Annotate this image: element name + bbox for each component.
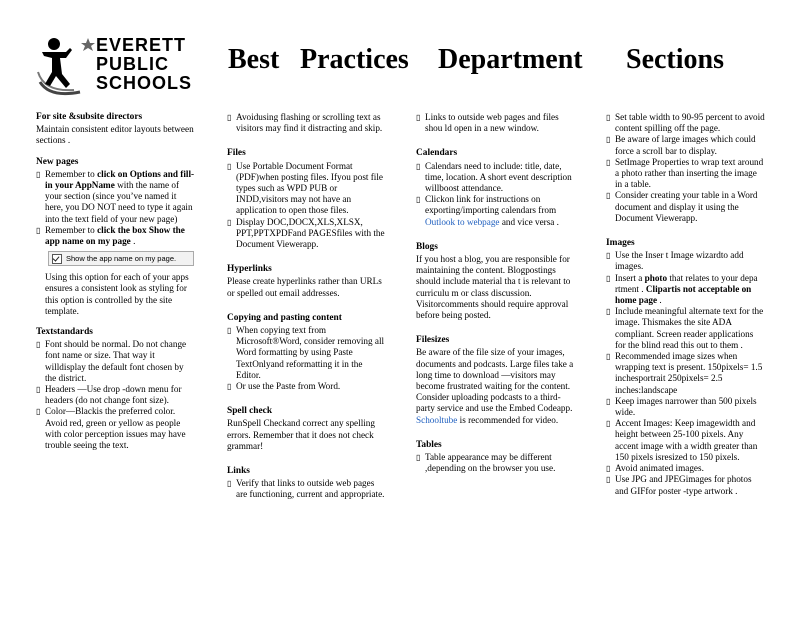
bullet-icon: ▯ <box>606 251 611 261</box>
item-text: Consider creating your table in a Word document and display it using the Document Viewerapp. <box>615 190 758 223</box>
title-word-2: Practices <box>300 44 409 75</box>
item-text: Links to outside web pages and files shou ld open in a new window. <box>425 112 559 134</box>
new-pages-heading: New pages <box>36 156 79 167</box>
title-word-3: Department <box>438 44 583 75</box>
spell-check-text: RunSpell Checkand correct any spelling errors. Remember that it does not check grammar! <box>227 418 375 451</box>
tables-list-cont <box>606 112 766 224</box>
list-item <box>606 306 766 351</box>
text-standards-list-cont <box>227 112 387 134</box>
schooltube-link[interactable]: Schooltube <box>416 414 458 425</box>
checkbox-label: Show the app name on my page. <box>66 254 177 264</box>
list-item <box>227 325 387 381</box>
item-text: Avoid animated images. <box>615 463 704 474</box>
list-item <box>606 463 766 474</box>
item-text: . <box>657 295 662 306</box>
bullet-icon: ▯ <box>36 407 41 417</box>
bullet-icon: ▯ <box>227 217 232 227</box>
paragraph-text: Be aware of the file size of your images, documents and podcasts. Large files take a long time to download —visitors may become frustrated waiting for the content. Consider uploading podcasts to a third-party service and use the Embed Codeapp. <box>416 347 574 414</box>
links-list <box>227 478 387 500</box>
bullet-icon: ▯ <box>606 475 611 485</box>
item-text: Set table width to 90-95 percent to avoid content spilling off the page. <box>615 112 765 134</box>
list-item <box>606 157 766 191</box>
bullet-icon: ▯ <box>606 396 611 406</box>
logo-line-1: EVERETT <box>96 35 187 55</box>
item-text: and vice versa . <box>499 216 559 227</box>
list-item <box>227 381 387 392</box>
bullet-icon: ▯ <box>416 161 421 171</box>
bullet-icon: ▯ <box>606 157 611 167</box>
list-item <box>36 225 196 247</box>
column-3 <box>416 112 576 484</box>
item-text: When copying text from Microsoft®Word, consider removing all Word formatting by using Paste TextOnlyand reformatting it in the Editor. <box>236 325 385 380</box>
page-title <box>228 44 768 84</box>
bullet-icon: ▯ <box>36 385 41 395</box>
bullet-icon: ▯ <box>227 113 232 122</box>
links-heading: Links <box>227 466 250 477</box>
list-item <box>606 134 766 156</box>
item-bold-text: Clipartis not acceptable on home page <box>615 283 752 306</box>
text-standards-heading: Textstandards <box>36 327 93 338</box>
list-item <box>227 112 387 134</box>
list-item <box>36 339 196 384</box>
spell-check-heading: Spell check <box>227 406 273 417</box>
images-heading: Images <box>606 238 635 249</box>
item-text: with the name of your section (since you’ve named it here, you DO NOT need to type it again into the text field of your new page) <box>45 180 193 224</box>
list-item <box>416 452 576 474</box>
bullet-icon: ▯ <box>227 161 232 171</box>
bullet-icon: ▯ <box>416 453 421 463</box>
item-text: . <box>130 236 136 247</box>
paragraph-text: is recommended for video. <box>457 414 559 425</box>
item-text: SetImage Properties to wrap text around a photo rather than inserting the image in a table. <box>615 156 764 190</box>
new-pages-list <box>36 169 196 247</box>
bullet-icon: ▯ <box>416 113 421 122</box>
item-text: Font should be normal. Do not change font name or size. That way it willdisplay the default font chosen by the district. <box>45 339 187 383</box>
item-text: Keep images narrower than 500 pixels wide. <box>615 395 757 418</box>
copying-list <box>227 325 387 392</box>
item-bold-text: photo <box>644 272 668 283</box>
bullet-icon: ▯ <box>227 382 232 392</box>
text-standards-list <box>36 339 196 451</box>
item-text: Insert a <box>615 272 645 283</box>
links-list-cont <box>416 112 576 134</box>
blogs-heading: Blogs <box>416 241 438 252</box>
files-list <box>227 161 387 251</box>
item-text: Use JPG and JPEGimages for photos and GIFfor poster -type artwork . <box>615 474 752 496</box>
list-item <box>416 194 576 228</box>
bullet-icon: ▯ <box>606 464 611 474</box>
list-item <box>606 396 766 418</box>
title-word-1: Best <box>228 44 280 75</box>
bullet-icon: ▯ <box>36 169 41 179</box>
list-item <box>606 418 766 463</box>
hyperlinks-heading: Hyperlinks <box>227 264 272 275</box>
item-text: Color—Blackis the preferred color. Avoid red, green or yellow as people with color perception issues may have trouble seeing the text. <box>45 406 186 451</box>
item-text: that relates to your depa rtment . <box>615 272 758 294</box>
bullet-icon: ▯ <box>606 273 611 283</box>
blogs-text: If you host a blog, you are responsible for maintaining the content. Blogpostings should include material tha t is relevant to curriculu m or class discussion. Visitorcomments should require approval before being posted. <box>416 254 571 321</box>
list-item <box>606 273 766 307</box>
app-name-explanation: Using this option for each of your apps ensures a consistent look as styling for this option is controlled by the site template. <box>45 272 189 316</box>
bullet-icon: ▯ <box>36 340 41 350</box>
list-item <box>606 351 766 396</box>
list-item <box>36 169 196 225</box>
list-item <box>416 112 576 134</box>
hyperlinks-text: Please create hyperlinks rather than URLs or spelled out email addresses. <box>227 276 382 298</box>
show-app-name-checkbox-sample <box>48 251 194 266</box>
list-item <box>227 478 387 500</box>
item-text: Accent Images: Keep imagewidth and height between 25-100 pixels. Any accent image with a width greater than 150 pixels isresized to 150 pixels. <box>615 418 758 462</box>
runner-logo-icon <box>36 34 96 100</box>
checkbox-icon <box>52 254 62 264</box>
item-text: Table appearance may be different ,depending on the browser you use. <box>425 452 556 474</box>
logo-line-2: PUBLIC <box>96 54 169 74</box>
item-text: Display DOC,DOCX,XLS,XLSX, PPT,PPTXPDFand PAGESfiles with the Document Viewerapp. <box>236 216 385 250</box>
bullet-icon: ▯ <box>227 326 232 336</box>
item-bold-text: click the box Show the app name on my page <box>45 224 185 247</box>
item-text: Verify that links to outside web pages are functioning, current and appropriate. <box>236 478 385 500</box>
item-text: Remember to <box>45 168 98 179</box>
bullet-icon: ▯ <box>227 479 232 489</box>
item-text: Recommended image sizes when wrapping text is present. 150pixels= 1.5 inchesportrait 250pixels= 2.5 inches:landscape <box>615 351 763 395</box>
list-item <box>36 384 196 406</box>
images-list <box>606 250 766 496</box>
item-text: Remember to <box>45 224 98 235</box>
column-4 <box>606 112 766 507</box>
bullet-icon: ▯ <box>416 195 421 205</box>
list-item <box>606 112 766 134</box>
file-sizes-heading: Filesizes <box>416 335 450 346</box>
list-item <box>227 161 387 217</box>
item-text: Include meaningful alternate text for the image. Thismakes the site ADA compliant. Screen reader applications for the blind read this out to them . <box>615 306 764 350</box>
tables-list <box>416 452 576 474</box>
bullet-icon: ▯ <box>606 113 611 122</box>
calendars-list <box>416 161 576 228</box>
bullet-icon: ▯ <box>606 419 611 429</box>
calendars-heading: Calendars <box>416 148 458 159</box>
list-item <box>606 474 766 496</box>
item-text: Headers —Use drop -down menu for headers (do not change font size). <box>45 384 182 406</box>
district-logo <box>36 34 196 100</box>
tables-heading: Tables <box>416 439 442 450</box>
item-text: Use the Inser t Image wizardto add images. <box>615 250 744 272</box>
files-heading: Files <box>227 148 246 159</box>
item-text: Avoidusing flashing or scrolling text as visitors may find it distracting and skip. <box>236 112 383 134</box>
bullet-icon: ▯ <box>606 352 611 362</box>
logo-wordmark <box>96 36 192 93</box>
intro-heading: For site &subsite directors <box>36 112 143 122</box>
item-text: Clickon link for instructions on exporting/importing calendars from <box>425 194 557 216</box>
column-2 <box>227 112 387 511</box>
title-word-4: Sections <box>626 44 724 75</box>
item-text: Or use the Paste from Word. <box>236 381 341 392</box>
list-item <box>227 217 387 251</box>
list-item <box>416 161 576 195</box>
item-text: Be aware of large images which could force a scroll bar to display. <box>615 134 756 156</box>
item-text: Calendars need to include: title, date, time, location. A short event description willboost attendance. <box>425 160 572 194</box>
bullet-icon: ▯ <box>606 191 611 201</box>
list-item <box>606 250 766 272</box>
item-bold-text: click on Options and fill-in your AppName <box>45 168 195 191</box>
outlook-to-webpage-link[interactable]: Outlook to webpage <box>425 216 500 227</box>
copying-heading: Copying and pasting content <box>227 312 342 323</box>
bullet-icon: ▯ <box>606 135 611 145</box>
bullet-icon: ▯ <box>36 225 41 235</box>
list-item <box>36 406 196 451</box>
bullet-icon: ▯ <box>606 307 611 317</box>
intro-text: Maintain consistent editor layouts between sections . <box>36 124 194 146</box>
logo-line-3: SCHOOLS <box>96 73 193 93</box>
item-text: Use Portable Document Format (PDF)when posting files. Ifyou post file types such as WPD PUB or INDD,visitors may not have an application to open those files. <box>236 160 383 216</box>
column-1 <box>36 112 196 461</box>
file-sizes-text <box>416 347 576 425</box>
list-item <box>606 190 766 224</box>
